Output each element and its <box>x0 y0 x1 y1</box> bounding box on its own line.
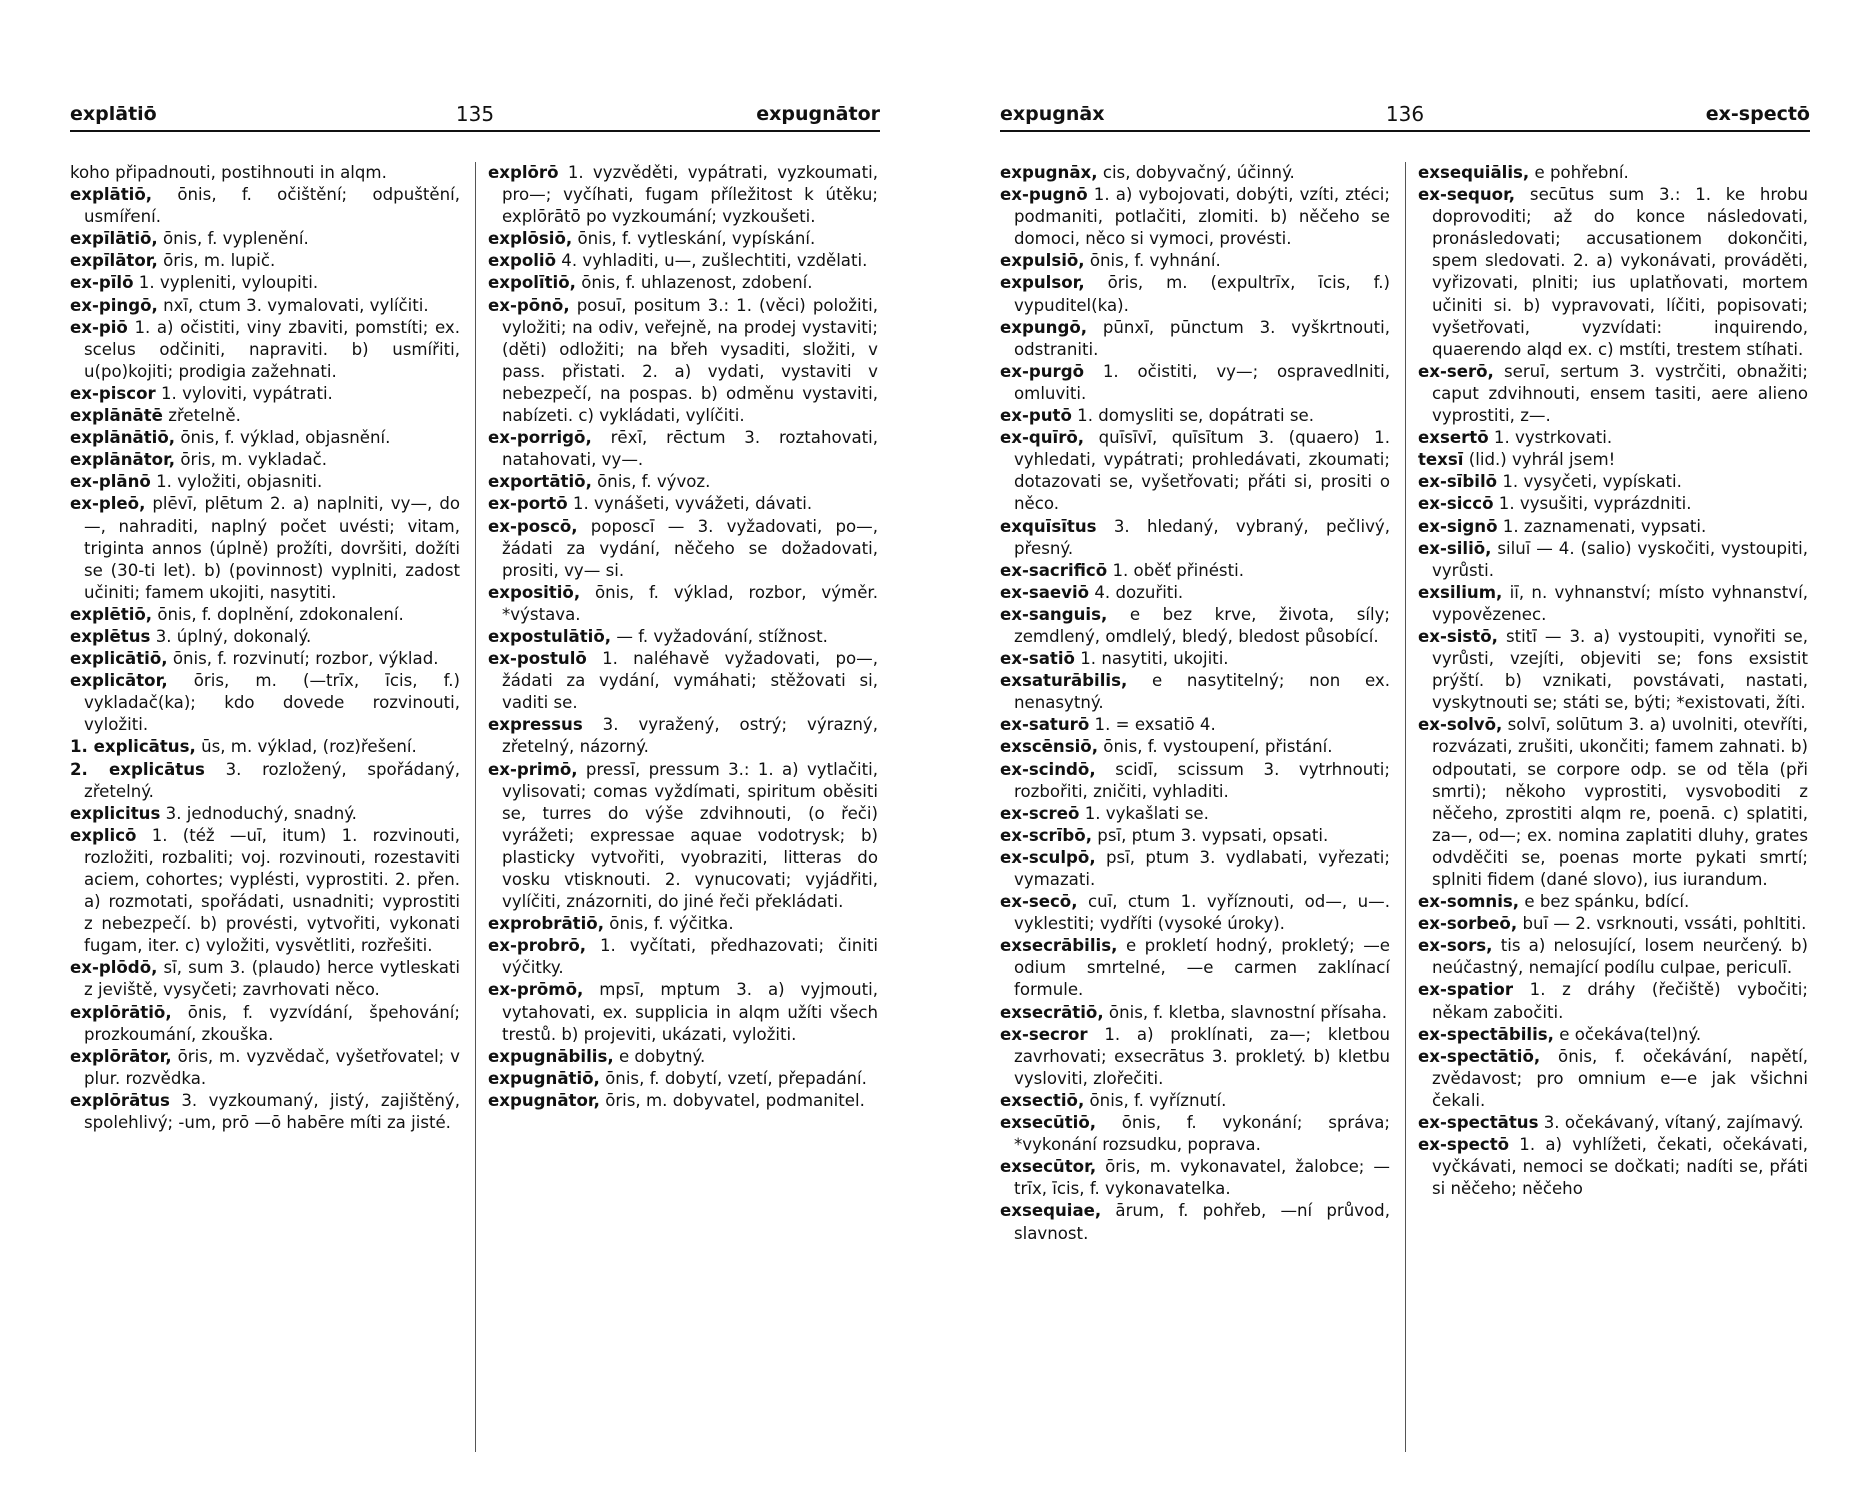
entry-headword: expulsiō, <box>1000 251 1085 271</box>
entry-definition: 1. vyzvěděti, vypátrati, vyzkoumati, pro—; vyčíhati, fugam příležitost k útěku; explōrātō po vyzkoumání; vyzkoušeti. <box>502 163 878 227</box>
entry-definition: rēxī, rēctum 3. roztahovati, natahovati, vy—. <box>502 428 878 470</box>
entry-headword: ex-solvō, <box>1418 715 1503 735</box>
entry-definition: posuī, positum 3.: 1. (věci) položiti, vyložiti; na odiv, veřejně, na prodej vystaviti; (děti) odložiti; na břeh vysaditi, složiti, v pass. přistati. 2. a) vydati, vystaviti v nebezpečí, na pospas. b) odměnu vystaviti, nabízeti. c) vykládati, vylíčiti. <box>502 295 878 426</box>
entry-headword: exsequiae, <box>1000 1201 1102 1221</box>
dictionary-entry <box>1000 714 1390 736</box>
entry-definition: stitī — 3. a) vystoupiti, vynořiti se, vyrůsti, vzejíti, objeviti se; fons exsistit prýští. b) vznikati, povstávati, nastati, vyskytnouti se; státi se, býti; *existovati, žíti. <box>1432 626 1808 713</box>
entry-definition: 3. úplný, dokonalý. <box>155 626 312 646</box>
entry-headword: explātiō, <box>70 185 153 205</box>
entry-definition: zřetelně. <box>168 406 241 426</box>
entry-definition: 4. dozuřiti. <box>1094 582 1184 602</box>
entry-headword: exsecrābilis, <box>1000 936 1118 956</box>
entry-definition: scidī, scissum 3. vytrhnouti; rozbořiti, zničiti, vyhladiti. <box>1014 759 1390 801</box>
entry-headword: ex-pīlō <box>70 273 134 293</box>
dictionary-entry <box>1000 825 1390 847</box>
entry-definition: pressī, pressum 3.: 1. a) vytlačiti, vylisovati; comas vyždímati, spiritum oběsiti se, turres do výše zdvihnouti, (o řeči) vyrážeti; expressae aquae vodotrysk; b) plasticky vytvořiti, vyobraziti, litteras do vosku vtisknouti. 2. vynucovati; vyjádřiti, vylíčiti, znázorniti, do jiné řeči překládati. <box>502 759 878 912</box>
dictionary-entry <box>70 272 460 294</box>
entry-headword: explicitus <box>70 803 161 823</box>
dictionary-entry <box>1418 935 1808 979</box>
entry-headword: ex-spectō <box>1418 1135 1510 1155</box>
page-columns <box>1000 162 1810 1452</box>
page-number: 135 <box>455 102 495 126</box>
entry-definition: ōris, m. vykonavatel, žalobce; —trīx, īcis, f. vykonavatelka. <box>1014 1157 1390 1199</box>
entry-headword: exsectiō, <box>1000 1090 1085 1110</box>
dictionary-entry <box>1418 913 1808 935</box>
entry-definition: ōris, m. (—trīx, īcis, f.) vykladač(ka); kdo dovede rozvinouti, vyložiti. <box>84 671 460 735</box>
entry-definition: — f. vyžadování, stížnost. <box>616 626 828 646</box>
entry-headword: expugnābilis, <box>488 1046 614 1066</box>
dictionary-entry <box>70 493 460 603</box>
entry-definition: 1. a) očistiti, viny zbaviti, pomstíti; ex. scelus odčiniti, napraviti. b) usmířiti, u(po)kojiti; prodigia zažehnati. <box>84 317 460 381</box>
dictionary-entry <box>70 383 460 405</box>
entry-definition: ōnis, f. doplnění, zdokonalení. <box>157 604 404 624</box>
entry-headword: ex-probrō, <box>488 936 587 956</box>
dictionary-entry <box>70 648 460 670</box>
dictionary-entry <box>70 471 460 493</box>
dictionary-entry <box>488 759 878 914</box>
dictionary-entry <box>1000 604 1390 648</box>
dictionary-entry <box>70 427 460 449</box>
dictionary-entry <box>70 626 460 648</box>
page-columns <box>70 162 880 1452</box>
dictionary-entry <box>1418 493 1808 515</box>
entry-definition: e bez krve, života, síly; zemdlený, omdlelý, bledý, bledost působící. <box>1014 604 1390 646</box>
page-number: 136 <box>1385 102 1425 126</box>
entry-definition: 1. vystrkovati. <box>1493 428 1613 448</box>
entry-definition: ōnis, f. očištění; odpuštění, usmíření. <box>84 185 460 227</box>
entry-headword: exprobrātiō, <box>488 914 605 934</box>
dictionary-entry <box>70 1090 460 1134</box>
dictionary-entry <box>70 295 460 317</box>
entry-definition: ōnis, f. vyhnání. <box>1089 251 1221 271</box>
entry-headword: ex-primō, <box>488 759 578 779</box>
entry-definition: 1. a) vybojovati, dobýti, vzíti, ztéci; podmaniti, potlačiti, zlomiti. b) něčeho se domoci, něco si vymoci, provésti. <box>1014 185 1390 249</box>
dictionary-entry <box>1000 361 1390 405</box>
entry-headword: expressus <box>488 715 583 735</box>
entry-headword: explōsiō, <box>488 229 573 249</box>
dictionary-entry <box>488 228 878 250</box>
entry-headword: ex-satiō <box>1000 649 1075 669</box>
entry-definition: ōris, m. vyzvědač, vyšetřovatel; v plur. rozvědka. <box>84 1046 460 1088</box>
entry-definition: 1. vysušiti, vyprázdniti. <box>1498 494 1692 514</box>
entry-headword: ex-sorbeō, <box>1418 914 1518 934</box>
entry-definition: ōnis, f. vyzvídání, špehování; prozkoumání, zkouška. <box>84 1002 460 1044</box>
entry-definition: ōnis, f. uhlazenost, zdobení. <box>581 273 813 293</box>
entry-headword: 1. explicātus, <box>70 737 196 757</box>
dictionary-entry <box>70 1046 460 1090</box>
dictionary-entry <box>488 516 878 582</box>
entry-definition: 1. domysliti se, dopátrati se. <box>1077 406 1314 426</box>
entry-definition: ōnis, f. vytleskání, vypískání. <box>577 229 816 249</box>
entry-definition: e očekáva(tel)ný. <box>1559 1024 1702 1044</box>
entry-definition: 3. očekávaný, vítaný, zajímavý. <box>1543 1113 1804 1133</box>
dictionary-entry <box>1418 471 1808 493</box>
dictionary-entry <box>1418 162 1808 184</box>
entry-headword: exquīsītus <box>1000 516 1097 536</box>
dictionary-entry <box>70 759 460 803</box>
entry-headword: ex-spectātus <box>1418 1113 1539 1133</box>
entry-definition: ōris, m. (expultrīx, īcis, f.) vypuditel(ka). <box>1014 273 1390 315</box>
entry-definition: e nasytitelný; non ex. nenasytný. <box>1014 671 1390 713</box>
entry-definition: 1. a) vyhlížeti, čekati, očekávati, vyčkávati, nemoci se dočkati; nadíti se, přáti si něčeho; něčeho <box>1432 1135 1808 1199</box>
entry-headword: ex-signō <box>1418 516 1498 536</box>
entry-definition: ōnis, f. vývoz. <box>597 472 711 492</box>
dictionary-entry <box>1000 272 1390 316</box>
entry-definition: ōris, m. vykladač. <box>180 450 328 470</box>
dictionary-entry <box>488 471 878 493</box>
entry-definition: 3. vyražený, ostrý; výrazný, zřetelný, názorný. <box>502 715 878 757</box>
entry-definition: ōnis, f. kletba, slavnostní přísaha. <box>1108 1002 1387 1022</box>
dictionary-entry <box>488 1046 878 1068</box>
entry-definition: cuī, ctum 1. vyříznouti, od—, u—. vyklestiti; vydříti (vysoké úroky). <box>1014 892 1390 934</box>
entry-headword: ex-sculpō, <box>1000 847 1096 867</box>
entry-definition: 1. nasytiti, ukojiti. <box>1080 649 1229 669</box>
dictionary-entry <box>488 714 878 758</box>
dictionary-entry <box>1418 1024 1808 1046</box>
dictionary-entry <box>1000 427 1390 515</box>
dictionary-entry <box>488 250 878 272</box>
dictionary-entry <box>70 184 460 228</box>
entry-definition: ōris, m. lupič. <box>163 251 276 271</box>
dictionary-entry <box>1000 250 1390 272</box>
entry-definition: 1. naléhavě vyžadovati, po—, žádati za vydání, vymáhati; stěžovati si, vaditi se. <box>502 649 878 713</box>
dictionary-entry <box>488 427 878 471</box>
entry-headword: ex-plōdō, <box>70 958 158 978</box>
entry-headword: explētus <box>70 626 151 646</box>
dictionary-entry <box>488 272 878 294</box>
dictionary-page-135 <box>70 100 880 1460</box>
entry-definition: 1. očistiti, vy—; ospravedlniti, omluviti. <box>1014 361 1390 403</box>
entry-headword: exsaturābilis, <box>1000 671 1128 691</box>
entry-definition: 3. jednoduchý, snadný. <box>165 803 357 823</box>
dictionary-entry <box>1418 1046 1808 1112</box>
dictionary-entry <box>1000 891 1390 935</box>
entry-definition: 3. rozložený, spořádaný, zřetelný. <box>84 759 460 801</box>
entry-definition: poposcī — 3. vyžadovati, po—, žádati za vydání, něčeho se dožadovati, prositi, vy— si. <box>502 516 878 580</box>
entry-definition: ārum, f. pohřeb, —ní průvod, slavnost. <box>1014 1201 1390 1243</box>
entry-definition: sī, sum 3. (plaudo) herce vytleskati z jeviště, vysyčeti; zavrhovati něco. <box>84 958 460 1000</box>
dictionary-entry <box>1418 449 1808 471</box>
dictionary-entry <box>1000 1090 1390 1112</box>
entry-headword: ex-scrībō, <box>1000 825 1093 845</box>
dictionary-entry <box>1000 1200 1390 1244</box>
entry-definition: ōnis, f. výčitka. <box>609 914 734 934</box>
entry-definition: ōnis, f. výklad, objasnění. <box>180 428 391 448</box>
guide-word-last: ex-spectō <box>1705 103 1810 125</box>
dictionary-entry <box>1000 1002 1390 1024</box>
entry-headword: explōrātiō, <box>70 1002 172 1022</box>
dictionary-entry <box>1000 935 1390 1001</box>
entry-headword: ex-siliō, <box>1418 538 1492 558</box>
guide-word-first: expugnāx <box>1000 103 1105 125</box>
dictionary-entry <box>1000 516 1390 560</box>
entry-headword: ex-poscō, <box>488 516 578 536</box>
entry-headword: ex-pōnō, <box>488 295 570 315</box>
dictionary-entry <box>1418 1112 1808 1134</box>
dictionary-entry <box>488 582 878 626</box>
entry-headword: expostulātiō, <box>488 626 612 646</box>
column-right <box>488 162 878 1452</box>
entry-headword: ex-piō <box>70 317 128 337</box>
dictionary-entry <box>70 803 460 825</box>
dictionary-entry <box>1000 582 1390 604</box>
entry-definition: e prokletí hodný, prokletý; —e odium smrtelné, —e carmen zaklínací formule. <box>1014 936 1390 1000</box>
dictionary-entry <box>488 913 878 935</box>
entry-definition: cis, dobyvačný, účinný. <box>1102 163 1295 182</box>
entry-headword: explōrātus <box>70 1090 170 1110</box>
column-divider <box>475 162 476 1452</box>
entry-headword: ex-sors, <box>1418 936 1493 956</box>
dictionary-entry <box>1418 427 1808 449</box>
entry-definition: tis a) nelosující, losem neurčený. b) neúčastný, nemající podílu culpae, periculī. <box>1432 936 1808 978</box>
dictionary-entry <box>1000 560 1390 582</box>
entry-headword: ex-purgō <box>1000 361 1084 381</box>
entry-headword: expolītiō, <box>488 273 576 293</box>
dictionary-entry <box>1000 803 1390 825</box>
entry-headword: ex-quīrō, <box>1000 428 1085 448</box>
entry-definition: e bez spánku, bdící. <box>1524 892 1690 912</box>
entry-definition: e pohřební. <box>1534 163 1629 182</box>
entry-definition: 1. zaznamenati, vypsati. <box>1502 516 1707 536</box>
entry-headword: ex-siccō <box>1418 494 1494 514</box>
entry-definition: 1. vykašlati se. <box>1084 803 1209 823</box>
entry-headword: expoliō <box>488 251 557 271</box>
dictionary-entry <box>1418 516 1808 538</box>
dictionary-entry <box>1000 847 1390 891</box>
entry-headword: ex-plānō <box>70 472 151 492</box>
entry-definition: 1. z dráhy (řečiště) vybočiti; někam zabočiti. <box>1432 980 1808 1022</box>
dictionary-entry <box>1418 582 1808 626</box>
entry-definition: koho připadnouti, postihnouti in alqm. <box>70 163 387 182</box>
entry-definition: buī — 2. vsrknouti, vssáti, pohltiti. <box>1522 914 1807 934</box>
entry-headword: ex-somnis, <box>1418 892 1520 912</box>
dictionary-entry <box>488 1068 878 1090</box>
entry-headword: expugnātiō, <box>488 1068 600 1088</box>
entry-definition: psī, ptum 3. vydlabati, vyřezati; vymazati. <box>1014 847 1390 889</box>
entry-definition: iī, n. vyhnanství; místo vyhnanství, vypovězenec. <box>1432 582 1808 624</box>
dictionary-entry <box>1000 670 1390 714</box>
column-divider <box>1405 162 1406 1452</box>
entry-definition: (lid.) vyhrál jsem! <box>1468 450 1616 470</box>
entry-definition: solvī, solūtum 3. a) uvolniti, otevříti, rozvázati, zrušiti, ukončiti; famem zahnati. b) odpoutati, se corpore odp. se od těla (při smrti); někoho vyprostiti, vysvoboditi z něčeho, zprostiti alqm re, poenā. c) splatiti, za—, od—; ex. nomina zaplatiti dluhy, grates odvděčiti se, poenas morte pykati smrtí; splniti fidem (dané slovo), ius iurandum. <box>1432 715 1808 889</box>
dictionary-entry <box>1000 405 1390 427</box>
dictionary-entry <box>488 626 878 648</box>
dictionary-entry <box>1418 979 1808 1023</box>
entry-headword: expugnāx, <box>1000 163 1098 182</box>
entry-definition: secūtus sum 3.: 1. ke hrobu doprovoditi; až do konce následovati, pronásledovati; accusationem dokončiti, spem sledovati. 2. a) vykonávati, prováděti, vyřizovati, plniti; ius uplatňovati, mortem učiniti si. b) vypravovati, líčiti, popisovati; vyšetřovati, vyzvídati: inquirendo, quaerendo alqd ex. c) mstíti, trestem stíhati. <box>1432 185 1808 359</box>
entry-definition: siluī — 4. (salio) vyskočiti, vystoupiti, vyrůsti. <box>1432 538 1808 580</box>
entry-headword: expositiō, <box>488 582 581 602</box>
entry-headword: ex-saturō <box>1000 715 1090 735</box>
entry-definition: 1. vyložiti, objasniti. <box>156 472 323 492</box>
entry-headword: explicātiō, <box>70 649 168 669</box>
dictionary-entry <box>1418 361 1808 427</box>
dictionary-entry <box>1000 184 1390 250</box>
entry-headword: ex-pingō, <box>70 295 158 315</box>
entry-definition: 1. vysyčeti, vypískati. <box>1502 472 1682 492</box>
entry-headword: 2. explicātus <box>70 759 205 779</box>
dictionary-entry <box>70 449 460 471</box>
entry-headword: exsecūtor, <box>1000 1157 1097 1177</box>
running-head <box>1000 100 1810 132</box>
entry-definition: pūnxī, pūnctum 3. vyškrtnouti, odstraniti. <box>1014 317 1390 359</box>
column-left <box>1000 162 1390 1452</box>
entry-headword: ex-spatior <box>1418 980 1514 1000</box>
entry-definition: 1. vyloviti, vypátrati. <box>161 383 333 403</box>
entry-headword: expungō, <box>1000 317 1088 337</box>
entry-definition: ōris, m. dobyvatel, podmanitel. <box>605 1090 865 1110</box>
dictionary-entry <box>488 1090 878 1112</box>
entry-headword: ex-secō, <box>1000 892 1078 912</box>
entry-definition: quīsīvī, quīsītum 3. (quaero) 1. vyhledati, vypátrati; prohledávati, zkoumati; dotazovati se, vyšetřovati; přáti si, prositi o něco. <box>1014 428 1390 514</box>
dictionary-entry <box>488 493 878 515</box>
entry-headword: ex-spectātiō, <box>1418 1046 1541 1066</box>
entry-definition: ōnis, f. dobytí, vzetí, přepadání. <box>605 1068 867 1088</box>
dictionary-entry <box>70 317 460 383</box>
entry-headword: explicātor, <box>70 671 168 691</box>
entry-headword: ex-prōmō, <box>488 980 584 1000</box>
dictionary-entry <box>1000 1156 1390 1200</box>
entry-headword: texsī <box>1418 450 1464 470</box>
entry-headword: ex-sanguis, <box>1000 604 1108 624</box>
entry-definition: ōnis, f. očekávání, napětí, zvědavost; pro omnium e—e jak všichni čekali. <box>1432 1046 1808 1110</box>
entry-headword: ex-postulō <box>488 649 587 669</box>
entry-headword: ex-scindō, <box>1000 759 1096 779</box>
entry-definition: psī, ptum 3. vypsati, opsati. <box>1097 825 1329 845</box>
dictionary-entry <box>1000 317 1390 361</box>
entry-headword: ex-sistō, <box>1418 626 1498 646</box>
dictionary-entry <box>70 825 460 958</box>
dictionary-entry <box>70 405 460 427</box>
dictionary-entry <box>70 162 460 184</box>
entry-headword: expugnātor, <box>488 1090 600 1110</box>
entry-definition: ōnis, f. rozvinutí; rozbor, výklad. <box>172 649 439 669</box>
entry-headword: explētiō, <box>70 604 153 624</box>
entry-headword: explānātor, <box>70 450 176 470</box>
entry-definition: 1. a) proklínati, za—; kletbou zavrhovati; exsecrātus 3. prokletý. b) kletbu vysloviti, zlořečiti. <box>1014 1024 1390 1088</box>
entry-definition: 1. vynášeti, vyvážeti, dávati. <box>572 494 813 514</box>
entry-definition: 1. vyčítati, předhazovati; činiti výčitky. <box>502 936 878 978</box>
dictionary-entry <box>1000 162 1390 184</box>
entry-definition: mpsī, mptum 3. a) vyjmouti, vytahovati, ex. supplicia in alqm užíti všech trestů. b) projeviti, ukázati, vyložiti. <box>502 980 878 1044</box>
entry-definition: 1. oběť přinésti. <box>1112 560 1244 580</box>
dictionary-entry <box>1418 891 1808 913</box>
entry-headword: explōrātor, <box>70 1046 172 1066</box>
column-right <box>1418 162 1808 1452</box>
entry-headword: ex-piscor <box>70 383 156 403</box>
entry-definition: 4. vyhladiti, u—, zušlechtiti, vzdělati. <box>561 251 868 271</box>
dictionary-entry <box>1000 1112 1390 1156</box>
entry-definition: ōnis, f. výklad, rozbor, výměr. *výstava. <box>502 582 878 624</box>
entry-headword: ex-porrigō, <box>488 428 592 448</box>
entry-definition: nxī, ctum 3. vymalovati, vylíčiti. <box>163 295 429 315</box>
entry-headword: exsertō <box>1418 428 1489 448</box>
dictionary-entry <box>1418 538 1808 582</box>
entry-headword: exsilium, <box>1418 582 1503 602</box>
entry-definition: e dobytný. <box>618 1046 706 1066</box>
dictionary-entry <box>488 295 878 428</box>
dictionary-entry <box>70 736 460 758</box>
entry-definition: 1. vypleniti, vyloupiti. <box>138 273 319 293</box>
entry-headword: expīlātor, <box>70 251 158 271</box>
entry-headword: ex-portō <box>488 494 568 514</box>
entry-headword: exsecūtiō, <box>1000 1113 1097 1133</box>
dictionary-entry <box>1418 626 1808 714</box>
entry-headword: explōrō <box>488 163 559 182</box>
entry-headword: ex-sequor, <box>1418 185 1516 205</box>
entry-headword: exportātiō, <box>488 472 592 492</box>
dictionary-entry <box>70 1002 460 1046</box>
entry-headword: ex-pleō, <box>70 494 146 514</box>
entry-headword: ex-screō <box>1000 803 1080 823</box>
entry-headword: explicō <box>70 825 137 845</box>
dictionary-entry <box>70 670 460 736</box>
entry-definition: ōnis, f. vystoupení, přistání. <box>1103 737 1333 757</box>
entry-definition: plēvī, plētum 2. a) naplniti, vy—, do—, nahraditi, naplný počet uvésti; vitam, triginta annos (úplně) prožíti, dovršiti, dožíti se (30-ti let). b) (povinnost) vyplniti, zadost učiniti; famem ukojiti, nasytiti. <box>84 494 460 602</box>
entry-definition: ōnis, f. vyplenění. <box>163 229 309 249</box>
entry-headword: ex-serō, <box>1418 361 1494 381</box>
entry-headword: exscēnsiō, <box>1000 737 1099 757</box>
entry-headword: explānātiō, <box>70 428 176 448</box>
entry-definition: 3. vyzkoumaný, jistý, zajištěný, spolehlivý; -um, prō —ō habēre míti za jisté. <box>84 1090 460 1133</box>
guide-word-first: explātiō <box>70 103 157 125</box>
dictionary-entry <box>488 648 878 714</box>
entry-headword: ex-spectābilis, <box>1418 1024 1554 1044</box>
entry-headword: ex-pugnō <box>1000 185 1088 205</box>
dictionary-entry <box>1000 736 1390 758</box>
dictionary-entry <box>70 250 460 272</box>
dictionary-entry <box>488 935 878 979</box>
entry-definition: 1. = exsatiō 4. <box>1094 715 1216 735</box>
dictionary-entry <box>1000 759 1390 803</box>
guide-word-last: expugnātor <box>756 103 880 125</box>
dictionary-entry <box>488 162 878 228</box>
entry-definition: 1. (též —uī, itum) 1. rozvinouti, rozložiti, rozbaliti; voj. rozvinouti, rozestaviti aciem, cohortes; vyplésti, vyprostiti. 2. přen. a) rozmotati, spořádati, usnadniti; vyprostiti z nebezpečí. b) provésti, vytvořiti, vykonati fugam, iter. c) vyložiti, vysvětliti, rozřešiti. <box>84 825 460 956</box>
entry-headword: exsequiālis, <box>1418 163 1530 182</box>
entry-headword: explānātē <box>70 406 163 426</box>
column-left <box>70 162 460 1452</box>
entry-headword: ex-sībilō <box>1418 472 1498 492</box>
entry-headword: expīlātiō, <box>70 229 158 249</box>
dictionary-entry <box>1418 714 1808 891</box>
dictionary-entry <box>1000 1024 1390 1090</box>
entry-headword: ex-sacrificō <box>1000 560 1108 580</box>
dictionary-entry <box>70 228 460 250</box>
running-head <box>70 100 880 132</box>
dictionary-entry <box>1000 648 1390 670</box>
entry-definition: ōnis, f. vyříznutí. <box>1089 1090 1227 1110</box>
dictionary-entry <box>488 979 878 1045</box>
entry-headword: expulsor, <box>1000 273 1085 293</box>
entry-headword: ex-saeviō <box>1000 582 1090 602</box>
dictionary-entry <box>70 604 460 626</box>
entry-definition: 3. hledaný, vybraný, pečlivý, přesný. <box>1014 516 1390 558</box>
entry-headword: ex-secror <box>1000 1024 1088 1044</box>
dictionary-entry <box>1418 1134 1808 1200</box>
entry-definition: seruī, sertum 3. vystrčiti, obnažiti; caput zdvihnouti, ensem tasiti, aere alieno vyprostiti, z—. <box>1432 361 1808 426</box>
dictionary-entry <box>70 957 460 1001</box>
entry-headword: exsecrātiō, <box>1000 1002 1104 1022</box>
entry-headword: ex-putō <box>1000 406 1072 426</box>
entry-definition: ōnis, f. vykonání; správa; *vykonání rozsudku, poprava. <box>1014 1113 1390 1155</box>
entry-definition: ūs, m. výklad, (roz)řešení. <box>201 737 417 757</box>
dictionary-entry <box>1418 184 1808 361</box>
dictionary-page-136 <box>1000 100 1810 1460</box>
